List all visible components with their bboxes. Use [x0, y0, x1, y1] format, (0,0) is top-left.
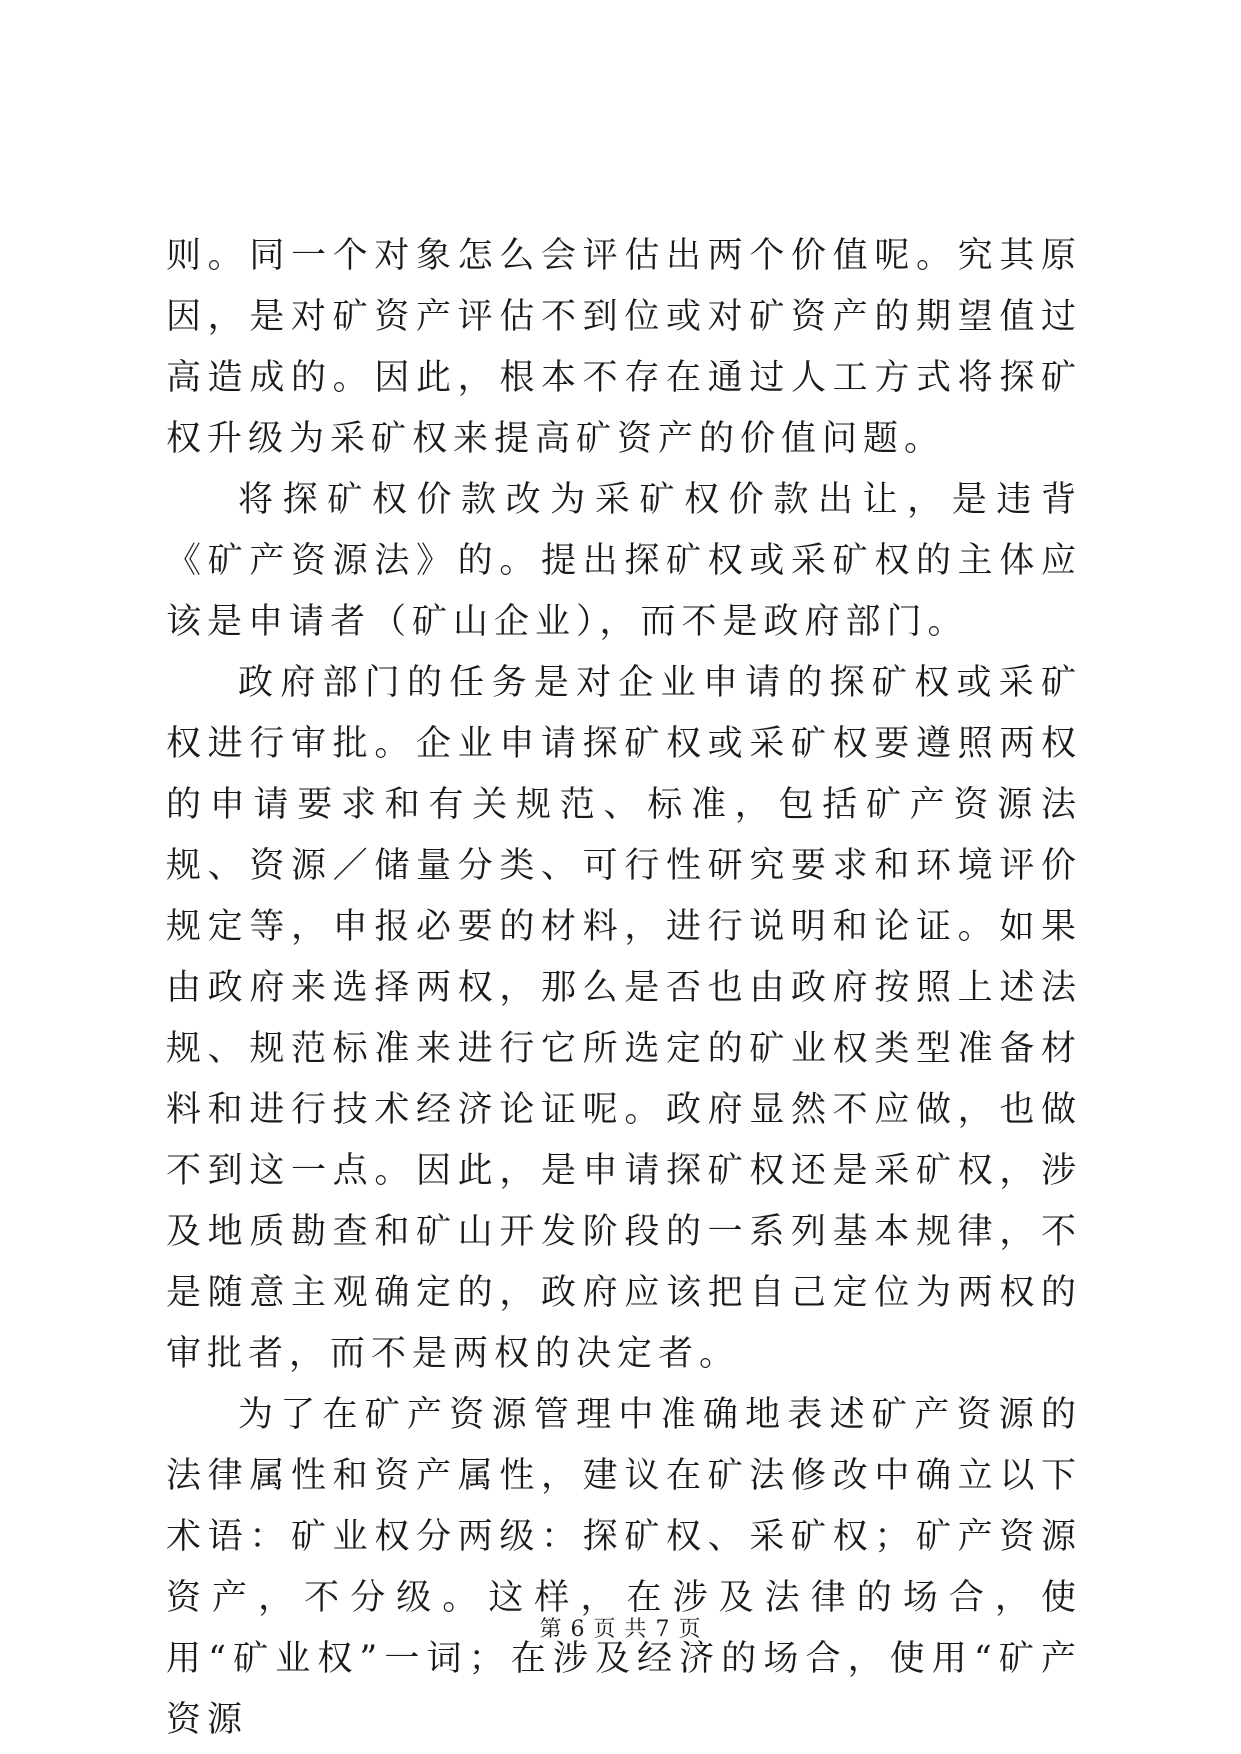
paragraph-continuation: 则。同一个对象怎么会评估出两个价值呢。究其原因，是对矿资产评估不到位或对矿资产的期望值过高造成的。因此，根本不存在通过人工方式将探矿权升级为采矿权来提高矿资产的价值问题。	[166, 236, 1082, 459]
paragraph-price-transfer: 将探矿权价款改为采矿权价款出让，是违背《矿产资源法》的。提出探矿权或采矿权的主体应该是申请者（矿山企业），而不是政府部门。	[166, 480, 1082, 642]
page-footer: 第 6 页 共 7 页	[539, 1617, 702, 1642]
paragraph-terminology-proposal: 为了在矿产资源管理中准确地表述矿产资源的法律属性和资产属性，建议在矿法修改中确立以下术语：矿业权分两级：探矿权、采矿权；矿产资源资产，不分级。这样，在涉及法律的场合，使用“矿业权”一词；在涉及经济的场合，使用“矿产资源	[166, 1395, 1082, 1740]
body-text	[166, 226, 1082, 1751]
paragraph-government-role: 政府部门的任务是对企业申请的探矿权或采矿权进行审批。企业申请探矿权或采矿权要遵照两权的申请要求和有关规范、标准，包括矿产资源法规、资源／储量分类、可行性研究要求和环境评价规定等，申报必要的材料，进行说明和论证。如果由政府来选择两权，那么是否也由政府按照上述法规、规范标准来进行它所选定的矿业权类型准备材料和进行技术经济论证呢。政府显然不应做，也做不到这一点。因此，是申请探矿权还是采矿权，涉及地质勘查和矿山开发阶段的一系列基本规律，不是随意主观确定的，政府应该把自己定位为两权的审批者，而不是两权的决定者。	[166, 663, 1082, 1374]
